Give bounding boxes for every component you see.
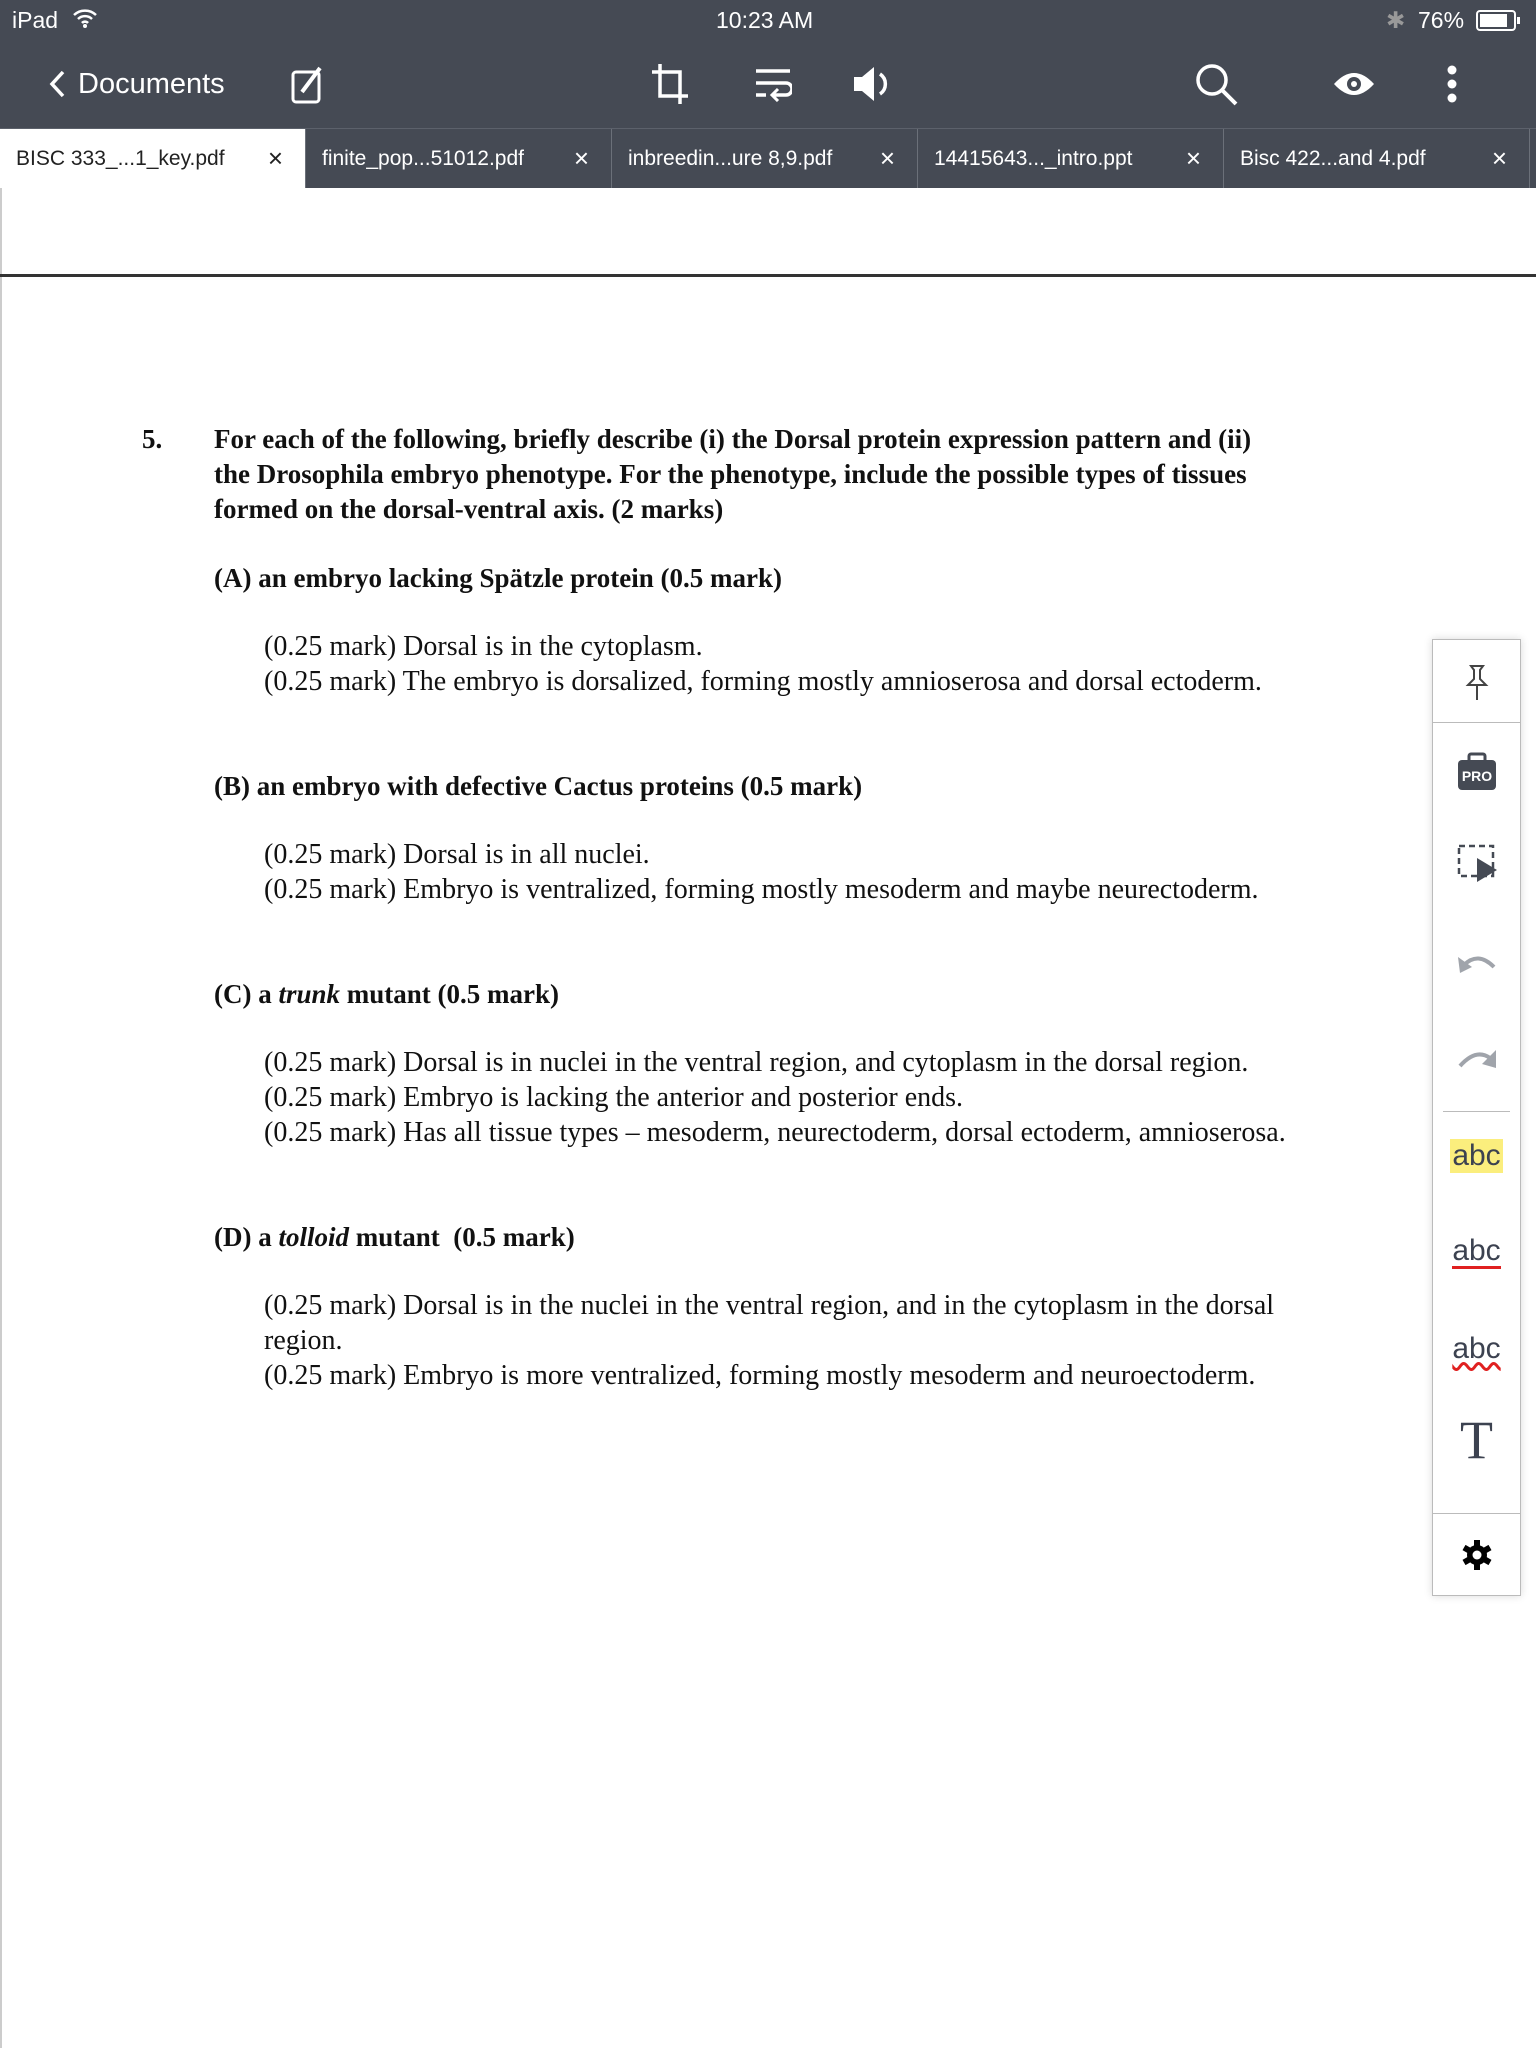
battery-icon — [1476, 10, 1522, 38]
edit-icon[interactable] — [290, 40, 326, 128]
tab-intro-ppt[interactable] — [918, 129, 1224, 188]
redo-icon[interactable] — [1433, 1029, 1520, 1089]
tab-bisc333[interactable] — [0, 129, 306, 188]
heading-text: (C) a — [214, 979, 279, 1009]
answer-line: region. — [264, 1325, 343, 1356]
back-label: Documents — [78, 67, 225, 100]
pro-button[interactable] — [1433, 742, 1520, 802]
underline-icon: abc — [1452, 1233, 1501, 1267]
heading-text: mutant (0.5 mark) — [349, 1222, 575, 1252]
page-rule — [0, 274, 1536, 277]
status-bar — [0, 0, 1536, 40]
tab-finite-pop[interactable] — [306, 129, 612, 188]
answer-line: (0.25 mark) Dorsal is in all nuclei. — [264, 839, 650, 870]
tab-inbreeding[interactable] — [612, 129, 918, 188]
squiggly-icon: abc — [1452, 1332, 1501, 1365]
eye-icon[interactable] — [1332, 40, 1376, 128]
tab-label: Bisc 422...and 4.pdf — [1240, 146, 1426, 170]
text-tool[interactable] — [1433, 1410, 1520, 1470]
heading-text: mutant (0.5 mark) — [340, 979, 560, 1009]
question-line: formed on the dorsal-ventral axis. (2 marks) — [214, 494, 724, 524]
wifi-icon — [72, 6, 98, 36]
answer-line: (0.25 mark) Embryo is more ventralized, forming mostly mesoderm and neuroectoderm. — [264, 1360, 1256, 1391]
answer-line: (0.25 mark) Embryo is lacking the anterior and posterior ends. — [264, 1082, 964, 1113]
search-icon[interactable] — [1194, 40, 1238, 128]
answer-line: (0.25 mark) Embryo is ventralized, forming mostly mesoderm and maybe neurectoderm. — [264, 874, 1259, 905]
part-a-heading: (A) an embryo lacking Spätzle protein (0.5 mark) — [214, 563, 782, 593]
question-number: 5. — [142, 424, 163, 454]
battery-percent: 76% — [1418, 7, 1465, 33]
close-icon[interactable]: × — [573, 143, 589, 173]
close-icon[interactable]: × — [267, 143, 283, 173]
reflow-icon[interactable] — [754, 40, 792, 128]
highlight-icon: abc — [1452, 1139, 1501, 1172]
tab-label: 14415643..._intro.ppt — [934, 146, 1133, 170]
text-icon: T — [1460, 1410, 1493, 1470]
answer-line: (0.25 mark) Dorsal is in the cytoplasm. — [264, 631, 703, 662]
divider — [1433, 722, 1520, 723]
speaker-icon[interactable] — [852, 40, 892, 128]
squiggly-tool[interactable] — [1433, 1319, 1520, 1379]
answer-line: (0.25 mark) The embryo is dorsalized, forming mostly amnioserosa and dorsal ectoderm. — [264, 666, 1262, 697]
annotation-sidebar — [1432, 639, 1521, 1596]
gene-name: tolloid — [278, 1222, 349, 1252]
more-icon[interactable] — [1446, 40, 1458, 128]
settings-gear-icon[interactable] — [1433, 1525, 1520, 1585]
pin-icon[interactable] — [1433, 653, 1520, 713]
gene-name: trunk — [278, 979, 341, 1009]
pro-label: PRO — [1461, 768, 1492, 784]
part-b-heading: (B) an embryo with defective Cactus proteins (0.5 mark) — [214, 771, 863, 801]
tab-bisc422[interactable] — [1224, 129, 1530, 188]
chevron-left-icon — [48, 69, 66, 99]
divider — [1443, 1111, 1510, 1112]
question-line: For each of the following, briefly describe (i) the Dorsal protein expression pattern and (ii) — [214, 424, 1252, 454]
toolbar — [0, 40, 1536, 128]
answer-line: (0.25 mark) Dorsal is in nuclei in the ventral region, and cytoplasm in the dorsal region. — [264, 1047, 1249, 1078]
back-button[interactable] — [48, 40, 225, 128]
bluetooth-icon: ✱ — [1386, 7, 1406, 33]
crop-icon[interactable] — [650, 40, 690, 128]
undo-icon[interactable] — [1433, 934, 1520, 994]
tab-label: BISC 333_...1_key.pdf — [16, 146, 225, 170]
part-d-heading — [214, 1222, 575, 1253]
device-label: iPad — [12, 7, 59, 33]
close-icon[interactable]: × — [879, 143, 895, 173]
tab-label: inbreedin...ure 8,9.pdf — [628, 146, 833, 170]
underline-tool[interactable] — [1433, 1222, 1520, 1282]
select-area-icon[interactable] — [1433, 833, 1520, 893]
tab-label: finite_pop...51012.pdf — [322, 146, 525, 170]
answer-line: (0.25 mark) Dorsal is in the nuclei in the ventral region, and in the cytoplasm in the dorsal — [264, 1290, 1275, 1321]
clock: 10:23 AM — [716, 7, 814, 33]
document-tabs — [0, 128, 1536, 188]
answer-line: (0.25 mark) Has all tissue types – mesoderm, neurectoderm, dorsal ectoderm, amnioserosa. — [264, 1117, 1286, 1148]
close-icon[interactable]: × — [1185, 143, 1201, 173]
highlight-tool[interactable] — [1433, 1126, 1520, 1186]
question-line: the Drosophila embryo phenotype. For the phenotype, include the possible types of tissues — [214, 459, 1247, 489]
close-icon[interactable]: × — [1491, 143, 1507, 173]
heading-text: (D) a — [214, 1222, 279, 1252]
part-c-heading — [214, 979, 559, 1010]
divider — [1433, 1513, 1520, 1514]
